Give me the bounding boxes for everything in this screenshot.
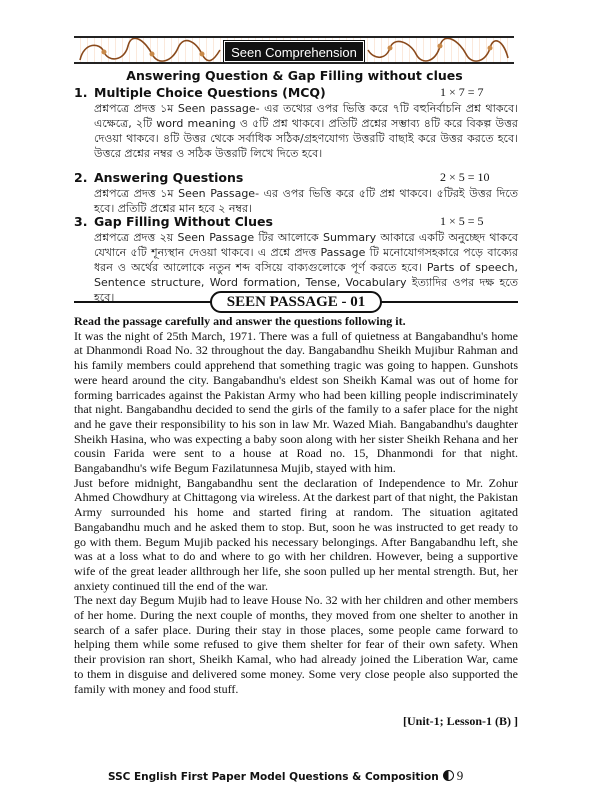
section-mcq	[74, 85, 518, 161]
section-number: 2.	[74, 170, 88, 185]
passage-instruction: Read the passage carefully and answer the questions following it.	[74, 314, 406, 328]
passage-heading-bar	[74, 291, 518, 313]
banner-title: Seen Comprehension	[224, 41, 364, 62]
footer-title: SSC English First Paper Model Questions & Composition	[108, 771, 439, 783]
section-header	[74, 85, 518, 101]
section-header	[74, 214, 518, 230]
page-subtitle: Answering Question & Gap Filling without clues	[126, 68, 463, 83]
passage-paragraph: Just before midnight, Bangabandhu sent the declaration of Independence to Mr. Zohur Ahmed Chowdhury at Chittagong via wireless. At the darkest part of that night, the Pakistan Army surrounded his home and started firing at random. The situation agitated Bangabandhu much and he asked them to stop. But, soon he was instructed to get ready to go with them. Begum Mujib packed his necessary belongings. After Bangabandhu left, she was at a loss what to do and where to go with her children. However, being a supportive wife of the great leader allthrough her life, she soon pulled up her mental strength. But, her anxiety continued till the end of the war.	[74, 475, 518, 593]
section-body: প্রশ্নপত্রে প্রদত্ত ১ম Seen passage- এর তথ্যের ওপর ভিত্তি করে ৭টি বহুনির্বাচনি প্রশ্ন থাকবে। এক্ষেত্রে, ২টি word meaning ও ৫টি প্রশ্ন থাকবে। প্রতিটি প্রশ্নের সম্ভাব্য ৪টি করে বিকল্প উত্তর দেওয়া থাকবে। ৪টি উত্তর থেকে সর্বাধিক সঠিক/গ্রহণযোগ্য উত্তরটি বাছাই করে উত্তর করতে হবে। উত্তরে প্রশ্নের নম্বর ও সঠিক উত্তরটি লিখে দিতে হবে।	[94, 102, 518, 160]
passage-paragraph: It was the night of 25th March, 1971. There was a full of quietness at Bangabandhu's home at Dhanmondi Road No. 32 throughout the day. Bangabandhu Sheikh Mujibur Rahman and his family members could apprehend that something tragic was going to happen. Gunshots were heard around the city. Bangabandhu's eldest son Sheikh Kamal was out of home for forming barricades against the Pakistan Army who had been killing people indiscriminately that night. Bangabandhu decided to send the girls of the family to a safer place for the night and he gave their responsibility to his son in law Mr. Wazed Miah. Bangabandhu's daughter Sheikh Hasina, who was expecting a baby soon along with her sister Sheikh Rehana and her cousin Farida were sent to a house at Road no. 15, Dhanmondi for that night. Bangabandhu's wife Begum Fazilatunnesa Mujib, stayed with him.	[74, 328, 518, 476]
section-marks: 1 × 7 = 7	[440, 85, 484, 99]
section-body: প্রশ্নপত্রে প্রদত্ত ২য় Seen Passage টির আলোকে Summary আকারে একটি অনুচ্ছেদ থাকবে যেখানে ৫টি শূন্যস্থান দেওয়া থাকবে। এ প্রশ্নে প্রদত্ত Passage টি মনোযোগসহকারে পড়ে বাক্যের ধরন ও অর্থের আলোকে নতুন শব্দ বসিয়ে বাক্যগুলোকে পূর্ণ করতে হবে। Parts of speech, Sentence structure, Word formation, Tense, Vocabulary ইত্যাদির ওপর দক্ষ হতে হবে।	[94, 231, 518, 304]
passage-heading: SEEN PASSAGE - 01	[210, 291, 382, 313]
section-answering	[74, 170, 518, 216]
section-number: 1.	[74, 85, 88, 100]
page-number: 9	[456, 768, 464, 783]
page-footer	[108, 768, 463, 784]
passage-text	[74, 314, 518, 696]
section-banner	[74, 36, 514, 64]
section-title: Answering Questions	[94, 170, 244, 185]
section-title: Multiple Choice Questions (MCQ)	[94, 85, 326, 100]
section-title: Gap Filling Without Clues	[94, 214, 273, 229]
passage-paragraph: The next day Begum Mujib had to leave House No. 32 with her children and other members of her home. During the next couple of months, they moved from one shelter to another in search of a safer place. During their stay in those places, some people came forward to helping them while some refused to give them shelter for fear of their own safety. When their provision ran short, Sheikh Kamal, who had already joined the Liberation War, came to them in disguise and delivered some money. Some very close people also supported the family with money and food stuff.	[74, 593, 518, 696]
section-body: প্রশ্নপত্রে প্রদত্ত ১ম Seen Passage- এর ওপর ভিত্তি করে ৫টি প্রশ্ন থাকবে। ৫টিরই উত্তর দিতে হবে। প্রতিটি প্রশ্নের মান হবে ২ নম্বর।	[94, 187, 518, 215]
half-circle-icon	[443, 770, 454, 781]
section-marks: 1 × 5 = 5	[440, 214, 484, 228]
lesson-reference: [Unit-1; Lesson-1 (B) ]	[403, 714, 518, 728]
section-header	[74, 170, 518, 186]
section-marks: 2 × 5 = 10	[440, 170, 490, 184]
section-number: 3.	[74, 214, 88, 229]
